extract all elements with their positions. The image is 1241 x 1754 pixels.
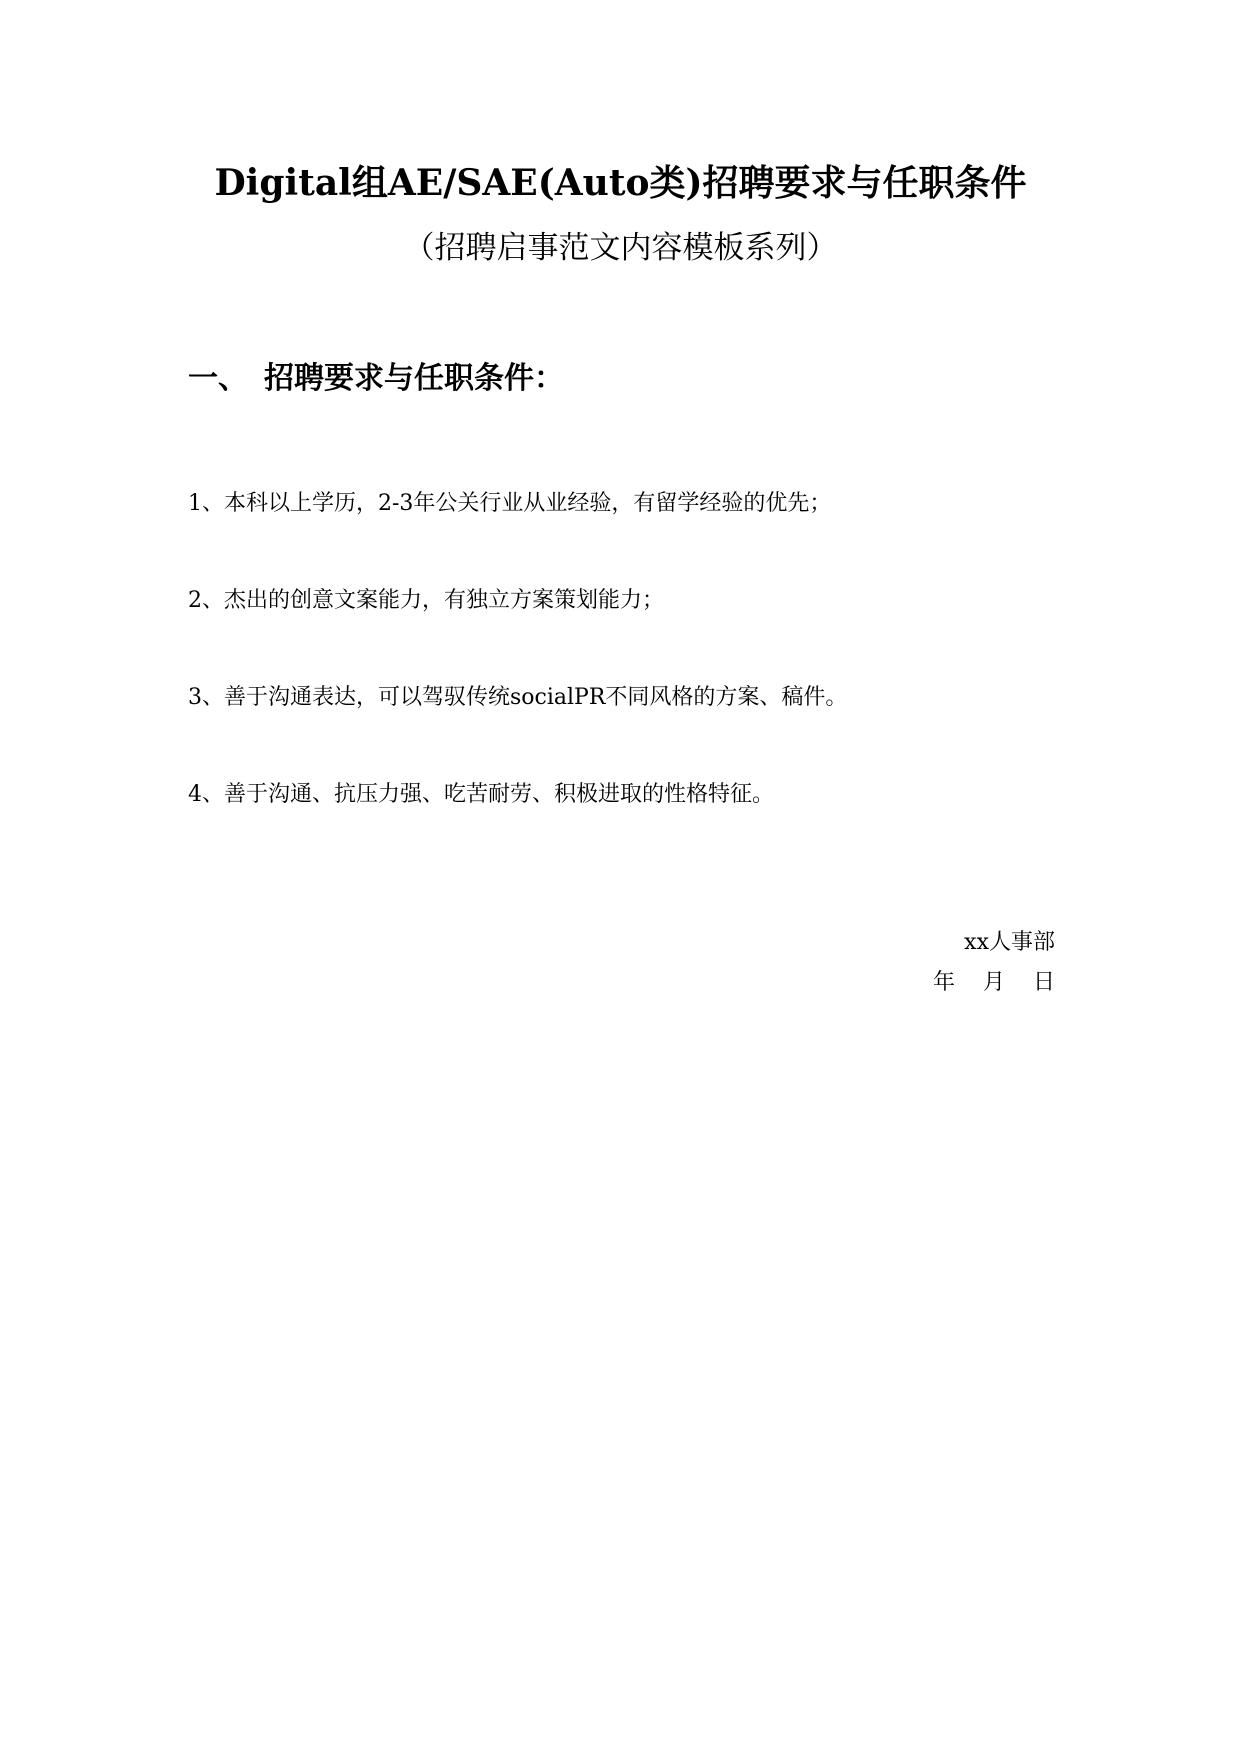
date-month: 月 [982,970,1005,995]
requirement-item: 2、杰出的创意文案能力，有独立方案策划能力； [188,588,664,613]
section-heading [188,357,564,401]
signature-department: xx人事部 [964,930,1055,955]
document-title: Digital组AE/SAE(Auto类)招聘要求与任职条件 [214,162,1027,204]
date-year: 年 [932,970,955,995]
section-number: 一、 [188,361,248,396]
signature-block [933,923,1055,1003]
requirement-item: 3、善于沟通表达，可以驾驭传统socialPR不同风格的方案、稿件。 [188,685,848,710]
date-day: 日 [1032,970,1055,995]
requirement-item: 4、善于沟通、抗压力强、吃苦耐劳、积极进取的性格特征。 [188,782,774,807]
requirement-item: 1、本科以上学历，2-3年公关行业从业经验，有留学经验的优先； [188,491,832,516]
signature-date [933,963,1055,1003]
document-subtitle: （招聘启事范文内容模板系列） [403,230,838,266]
section-title: 招聘要求与任职条件： [264,361,564,396]
